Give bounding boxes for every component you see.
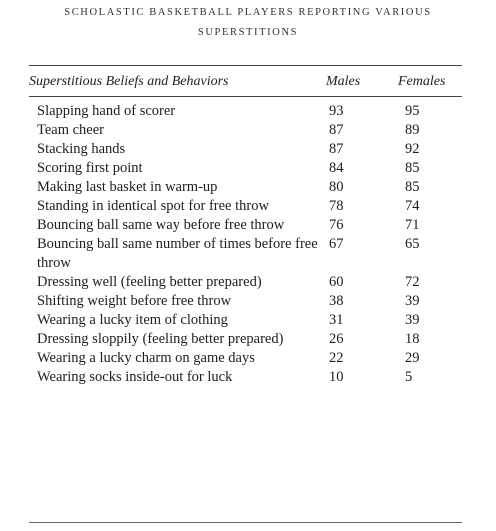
row-females-value: 39	[405, 293, 420, 309]
table-body	[29, 97, 462, 387]
table-row	[29, 368, 462, 387]
row-label: Wearing a lucky charm on game days	[37, 350, 255, 366]
row-females-value: 85	[405, 179, 420, 195]
row-females-value: 85	[405, 160, 420, 176]
table-row	[29, 197, 462, 216]
row-males-value: 93	[329, 103, 344, 119]
row-females-value: 89	[405, 122, 420, 138]
row-males-value: 80	[329, 179, 344, 195]
row-label: Bouncing ball same way before free throw	[37, 217, 285, 233]
table-row	[29, 178, 462, 197]
bottom-rule	[29, 522, 462, 523]
row-label: Bouncing ball same number of times before free throw	[37, 236, 318, 271]
row-males-value: 67	[329, 236, 344, 252]
row-label: Dressing well (feeling better prepared)	[37, 274, 262, 290]
row-label: Scoring first point	[37, 160, 143, 176]
row-label: Wearing a lucky item of clothing	[37, 312, 228, 328]
header-row	[29, 66, 462, 97]
row-label: Team cheer	[37, 122, 105, 138]
row-females-value: 18	[405, 331, 420, 347]
column-header-females: Females	[398, 74, 446, 89]
row-males-value: 38	[329, 293, 344, 309]
row-females-value: 71	[405, 217, 420, 233]
row-females-value: 92	[405, 141, 420, 157]
table-title-line-2: SUPERSTITIONS	[197, 27, 299, 38]
row-males-value: 22	[329, 350, 344, 366]
row-males-value: 26	[329, 331, 344, 347]
table-row	[29, 121, 462, 140]
row-males-value: 84	[329, 160, 344, 176]
row-label: Dressing sloppily (feeling better prepared)	[37, 331, 284, 347]
table-row	[29, 311, 462, 330]
row-males-value: 76	[329, 217, 344, 233]
row-females-value: 29	[405, 350, 420, 366]
row-males-value: 31	[329, 312, 344, 328]
row-males-value: 87	[329, 122, 344, 138]
row-males-value: 87	[329, 141, 344, 157]
table-row	[29, 97, 462, 121]
row-label: Making last basket in warm-up	[37, 179, 218, 195]
row-females-value: 95	[405, 103, 420, 119]
table-row	[29, 292, 462, 311]
row-females-value: 65	[405, 236, 420, 252]
row-label: Slapping hand of scorer	[37, 103, 176, 119]
row-males-value: 10	[329, 369, 344, 385]
column-header-beliefs: Superstitious Beliefs and Behaviors	[29, 74, 229, 89]
row-males-value: 78	[329, 198, 344, 214]
table-row	[29, 349, 462, 368]
row-label: Standing in identical spot for free throw	[37, 198, 269, 214]
table-row	[29, 235, 462, 273]
table-row	[29, 159, 462, 178]
column-header-males: Males	[326, 74, 361, 89]
row-females-value: 74	[405, 198, 420, 214]
table-row	[29, 140, 462, 159]
row-females-value: 72	[405, 274, 420, 290]
superstitions-table	[29, 66, 462, 387]
row-label: Wearing socks inside-out for luck	[37, 369, 233, 385]
row-label: Shifting weight before free throw	[37, 293, 232, 309]
row-label: Stacking hands	[37, 141, 126, 157]
row-males-value: 60	[329, 274, 344, 290]
row-females-value: 39	[405, 312, 420, 328]
row-females-value: 5	[405, 369, 413, 385]
table-row	[29, 273, 462, 292]
table-title-line-1: SCHOLASTIC BASKETBALL PLAYERS REPORTING VARIOUS	[64, 7, 432, 18]
table-row	[29, 330, 462, 349]
table-row	[29, 216, 462, 235]
